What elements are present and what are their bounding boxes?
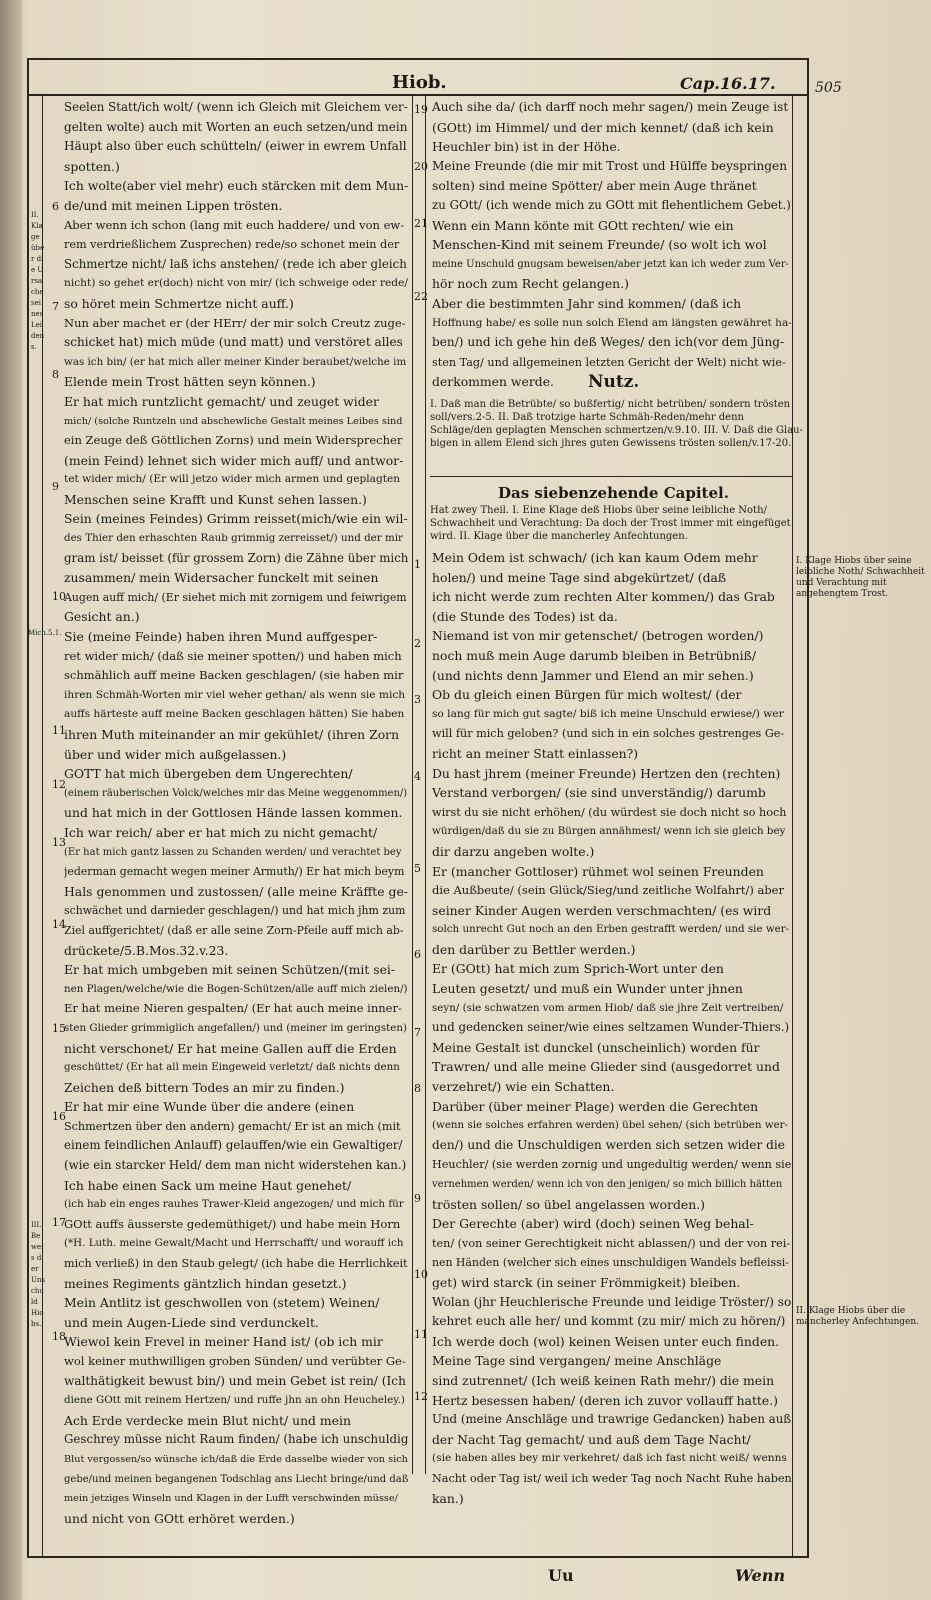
left-column-line: gelten wolte) auch mit Worten an euch setzen/und mein xyxy=(64,119,408,134)
left-column-line: Er hat mich umbgeben mit seinen Schützen/(mit sei- xyxy=(64,962,396,978)
verse-number: 16 xyxy=(52,1110,66,1123)
summary-line: Hat zwey Theil. I. Eine Klage deß Hiobs über seine leibliche Noth/ xyxy=(430,505,767,516)
left-column-line: Nun aber machet er (der HErr/ der mir solch Creutz zuge- xyxy=(64,315,406,330)
chapter17-line: Darüber (über meiner Plage) werden die Gerechten xyxy=(432,1098,759,1114)
chapter17-line: seyn/ (sie schwatzen vom armen Hiob/ daß sie jhre Zeit vertreiben/ xyxy=(432,1001,784,1014)
nutz-text xyxy=(430,398,803,450)
chapter17-line: Er (GOtt) hat mich zum Sprich-Wort unter den xyxy=(432,961,724,977)
chapter17-line: Meine Gestalt ist dunckel (unscheinlich) worden für xyxy=(432,1039,760,1055)
chapter17-line: Ob du gleich einen Bürgen für mich woltest/ (der xyxy=(432,687,742,703)
left-column-line: (mein Feind) lehnet sich wider mich auff/ und antwor- xyxy=(64,452,404,468)
left-column-line: und mein Augen-Liede sind verdunckelt. xyxy=(64,1314,319,1330)
verse-number: 8 xyxy=(52,368,59,381)
right-column-line: meine Unschuld gnugsam beweisen/aber jetzt kan ich weder zum Ver- xyxy=(432,258,789,270)
left-column-line: Wiewol kein Frevel in meiner Hand ist/ (ob ich mir xyxy=(64,1334,383,1350)
verse-number: 13 xyxy=(52,836,66,849)
margin-note-right-2: II. Klage Hiobs über die mancherley Anfechtungen. xyxy=(796,1306,920,1327)
left-column-line: was ich bin/ (er hat mich aller meiner Kinder beraubet/welche im xyxy=(64,355,407,368)
left-column-line: Er hat mich runtzlicht gemacht/ und zeuget wider xyxy=(64,393,379,409)
chapter17-line: vernehmen werden/ wenn ich von den jenigen/ so mich billich hätten xyxy=(432,1179,783,1190)
chapter17-line: Der Gerechte (aber) wird (doch) seinen Weg behal- xyxy=(432,1216,754,1232)
verse-number: 2 xyxy=(414,637,421,650)
left-column-line: Ich war reich/ aber er hat mich zu nicht gemacht/ xyxy=(64,824,378,840)
chapter17-line: Und (meine Anschläge und trawrige Gedancken) haben auß xyxy=(432,1412,792,1427)
verse-number: 21 xyxy=(414,217,428,230)
margin-note-left-3: III. Beweis der Unschuld Hiobs. xyxy=(31,1221,45,1328)
left-column-line: Sein (meines Feindes) Grimm reisset(mich/wie ein wil- xyxy=(64,511,408,527)
chapter-summary xyxy=(430,504,791,543)
right-column-line: Menschen-Kind mit seinem Freunde/ (so wolt ich wol xyxy=(432,237,767,253)
left-column-line: Menschen seine Krafft und Kunst sehen lassen.) xyxy=(64,491,367,507)
left-column-line: spotten.) xyxy=(64,158,120,174)
left-column-line: Aber wenn ich schon (lang mit euch haddere/ und von ew- xyxy=(64,217,405,232)
left-column-line: schicket hat) mich müde (und matt) und verstöret alles xyxy=(64,335,403,350)
left-column-line: Ich habe einen Sack um meine Haut genehet/ xyxy=(64,1177,352,1193)
right-column-line: Auch sihe da/ (ich darff noch mehr sagen/) mein Zeuge ist xyxy=(432,100,789,114)
verse-number: 3 xyxy=(414,693,421,706)
left-column-line: walthätigkeit bewust bin/) und mein Gebet ist rein/ (Ich xyxy=(64,1373,406,1388)
left-column-line: jederman gemacht wegen meiner Armuth/) Er hat mich beym xyxy=(64,865,405,879)
chapter17-line: nen Händen (welcher sich eines unschuldigen Wandels befleissi- xyxy=(432,1256,789,1270)
signature-mark: Uu xyxy=(548,1566,574,1585)
catchword: Wenn xyxy=(735,1566,786,1585)
chapter-title: Das siebenzehende Capitel. xyxy=(498,484,729,502)
left-column-line: nicht) so gehet er(doch) nicht von mir/ (ich schweige oder rede/ xyxy=(64,277,408,290)
left-column-line: über und wider mich außgelassen.) xyxy=(64,746,287,762)
margin-note-right-1: I. Klage Hiobs über seine leibliche Noth/ Schwachheit und Verachtung mit angehengtem Trost. xyxy=(796,556,925,599)
margin-note-left-2: Mich.5.1. xyxy=(28,629,62,637)
left-column-line: Schmertzen über den andern) gemacht/ Er ist an mich (mit xyxy=(64,1119,401,1133)
verse-number: 9 xyxy=(414,1192,421,1205)
left-column-line: des Thier den erhaschten Raub grimmig zerreisset/) und der mir xyxy=(64,532,403,545)
left-column-line: Ach Erde verdecke mein Blut nicht/ und mein xyxy=(64,1412,351,1428)
chapter17-line: Meine Tage sind vergangen/ meine Anschläge xyxy=(432,1353,722,1369)
chapter-reference: Cap.16.17. xyxy=(680,74,776,93)
chapter17-line: Heuchler/ (sie werden zornig und ungedultig werden/ wenn sie xyxy=(432,1158,792,1172)
chapter17-line: Er (mancher Gottloser) rühmet wol seinen Freunden xyxy=(432,863,764,879)
column-divider xyxy=(412,94,413,1474)
left-column-line: (*H. Luth. meine Gewalt/Macht und Herrschafft/ und worauff ich xyxy=(64,1237,404,1250)
left-column-line: sten Glieder grimmiglich angefallen/) und (meiner im geringsten) xyxy=(64,1021,407,1034)
right-column-line: zu GOtt/ (ich wende mich zu GOtt mit flehentlichem Gebet.) xyxy=(432,197,791,212)
chapter17-line: noch muß mein Auge darumb bleiben in Betrübniß/ xyxy=(432,647,757,663)
chapter17-line: Leuten gesetzt/ und muß ein Wunder unter jhnen xyxy=(432,981,743,997)
chapter17-line: (sie haben alles bey mir verkehret/ daß ich fast nicht weiß/ wenns xyxy=(432,1452,787,1465)
verse-number: 15 xyxy=(52,1022,66,1035)
margin-note-left-1: II. Klage über die Ursache seines Leidens. xyxy=(31,211,45,351)
verse-number: 8 xyxy=(414,1082,421,1095)
chapter17-line: dir darzu angeben wolte.) xyxy=(432,843,595,859)
verse-number: 7 xyxy=(52,300,59,313)
verse-number: 22 xyxy=(414,290,428,303)
left-column-line: mein jetziges Winseln und Klagen in der Lufft verschwinden müsse/ xyxy=(64,1493,398,1505)
left-column-line: drückete/5.B.Mos.32.v.23. xyxy=(64,942,229,958)
chapter17-line: Nacht oder Tag ist/ weil ich weder Tag noch Nacht Ruhe haben xyxy=(432,1471,792,1485)
left-column-line: Geschrey müsse nicht Raum finden/ (habe ich unschuldig xyxy=(64,1432,408,1447)
left-column-line: Seelen Statt/ich wolt/ (wenn ich Gleich mit Gleichem ver- xyxy=(64,100,408,114)
left-column-line: GOtt auffs äusserste gedemüthiget/) und habe mein Horn xyxy=(64,1216,401,1231)
chapter17-line: so lang für mich gut sagte/ biß ich meine Unschuld erwiese/) wer xyxy=(432,707,784,720)
left-column-line: nen Plagen/welche/wie die Bogen-Schützen/alle auff mich zielen/) xyxy=(64,982,408,995)
left-column-line: ihren Schmäh-Worten mir viel weher gethan/ als wenn sie mich xyxy=(64,688,406,701)
left-column-line: und nicht von GOtt erhöret werden.) xyxy=(64,1510,295,1526)
verse-number: 6 xyxy=(52,200,59,213)
chapter17-line: ich nicht werde zum rechten Alter kommen/) das Grab xyxy=(432,589,775,605)
chapter17-line: seiner Kinder Augen werden verschmachten/ (es wird xyxy=(432,902,772,918)
chapter17-line: Mein Odem ist schwach/ (ich kan kaum Odem mehr xyxy=(432,550,758,565)
left-column-line: und hat mich in der Gottlosen Hände lassen kommen. xyxy=(64,805,403,821)
left-column-line: (einem räuberischen Volck/welches mir das Meine weggenommen/) xyxy=(64,787,408,799)
left-column-line: Ziel auffgerichtet/ (daß er alle seine Zorn-Pfeile auff mich ab- xyxy=(64,923,404,937)
left-column-line: rem verdrießlichem Zusprechen) rede/so schonet mein der xyxy=(64,238,400,252)
left-column-line: Er hat mir eine Wunde über die andere (einen xyxy=(64,1099,355,1115)
nutz-line: Schläge/den geplagten Menschen schmertzen/v.9.10. III. V. Daß die Glau- xyxy=(430,425,803,436)
chapter17-line: get) wird starck (in seiner Frömmigkeit) bleiben. xyxy=(432,1274,741,1290)
left-column-line: mich/ (solche Runtzeln und abschewliche Gestalt meines Leibes sind xyxy=(64,415,403,427)
chapter17-line: Ich werde doch (wol) keinen Weisen unter euch finden. xyxy=(432,1333,780,1349)
chapter17-line: (wenn sie solches erfahren werden) übel sehen/ (sich betrüben wer- xyxy=(432,1119,789,1132)
chapter17-line: solch unrecht Gut noch an den Erben gestrafft werden/ und sie wer- xyxy=(432,923,790,936)
left-column-line: diene GOtt mit reinem Hertzen/ und ruffe jhn an ohn Heucheley.) xyxy=(64,1394,405,1407)
verse-number: 17 xyxy=(52,1216,66,1229)
left-column-line: auffs härteste auff meine Backen geschlagen hätten) Sie haben xyxy=(64,708,405,721)
chapter17-line: und gedencken seiner/wie eines seltzamen Wunder-Thiers.) xyxy=(432,1020,790,1035)
chapter17-line: will für mich geloben? (und sich in ein solches gestrenges Ge- xyxy=(432,727,785,741)
verse-number: 6 xyxy=(414,948,421,961)
nutz-line: bigen in allem Elend sich jhres guten Gewissens trösten sollen/v.17-20. xyxy=(430,438,792,449)
page-number: 505 xyxy=(815,80,842,96)
right-margin-rule xyxy=(792,94,793,1558)
verse-number: 9 xyxy=(52,480,59,493)
chapter17-line: (die Stunde des Todes) ist da. xyxy=(432,608,618,624)
left-column-line: Zeichen deß bittern Todes an mir zu finden.) xyxy=(64,1079,345,1095)
chapter17-line: den/) und die Unschuldigen werden sich setzen wider die xyxy=(432,1137,785,1152)
verse-number: 11 xyxy=(52,724,66,737)
chapter17-line: richt an meiner Statt einlassen?) xyxy=(432,745,639,761)
chapter17-line: der Nacht Tag gemacht/ und auß dem Tage Nacht/ xyxy=(432,1431,751,1447)
chapter17-line: die Außbeute/ (sein Glück/Sieg/und zeitliche Wolfahrt/) aber xyxy=(432,883,784,898)
left-column-line: Sie (meine Feinde) haben ihren Mund auffgesper- xyxy=(64,629,378,645)
chapter17-line: Niemand ist von mir getenschet/ (betrogen worden/) xyxy=(432,628,764,644)
chapter17-line: wirst du sie nicht erhöhen/ (du würdest sie doch nicht so hoch xyxy=(432,805,787,819)
right-column-line: derkommen werde. xyxy=(432,374,554,390)
right-column-line: (GOtt) im Himmel/ und der mich kennet/ (daß ich kein xyxy=(432,119,774,135)
right-column-line: Hoffnung habe/ es solle nun solch Elend am längsten gewähret ha- xyxy=(432,316,792,329)
verse-number: 7 xyxy=(414,1026,421,1039)
right-column-line: Meine Freunde (die mir mit Trost und Hülffe beyspringen xyxy=(432,158,787,173)
chapter17-line: kehret euch alle her/ und kommt (zu mir/ mich zu hören/) xyxy=(432,1314,786,1329)
chapter17-line: (und nichts denn Jammer und Elend an mir sehen.) xyxy=(432,667,754,683)
left-column-text xyxy=(64,98,408,1528)
left-column-line: Häupt also über euch schütteln/ (eiwer in ewrem Unfall xyxy=(64,139,407,154)
verse-number: 1 xyxy=(414,558,421,571)
section-rule xyxy=(430,476,792,477)
left-column-line: Blut vergossen/so wünsche ich/daß die Erde dasselbe wieder von sich xyxy=(64,1453,408,1465)
right-column-text-ch17 xyxy=(432,548,792,1508)
summary-line: wird. II. Klage über die mancherley Anfechtungen. xyxy=(430,531,688,542)
verse-number: 12 xyxy=(414,1390,428,1403)
chapter17-line: ten/ (von seiner Gerechtigkeit nicht ablassen/) und der von rei- xyxy=(432,1236,791,1250)
left-column-line: (wie ein starcker Held/ dem man nicht widerstehen kan.) xyxy=(64,1158,407,1173)
left-column-line: Mein Antlitz ist geschwollen von (stetem) Weinen/ xyxy=(64,1295,380,1311)
header-rule xyxy=(27,94,809,96)
left-column-line: gebe/und meinen begangenen Todschlag ans Liecht bringe/und daß xyxy=(64,1473,408,1485)
chapter17-line: Wolan (jhr Heuchlerische Freunde und leidige Tröster/) so xyxy=(432,1294,792,1309)
chapter17-line: Du hast jhrem (meiner Freunde) Hertzen den (rechten) xyxy=(432,765,781,781)
left-column-line: Elende mein Trost hätten seyn können.) xyxy=(64,374,316,390)
right-column-line: Aber die bestimmten Jahr sind kommen/ (daß ich xyxy=(432,295,742,311)
right-column-line: Heuchler bin) ist in der Höhe. xyxy=(432,139,621,155)
verse-number: 19 xyxy=(414,103,428,116)
left-column-line: ret wider mich/ (daß sie meiner spotten/) und haben mich xyxy=(64,648,402,663)
chapter17-line: sind zutrennet/ (Ich weiß keinen Rath mehr/) die mein xyxy=(432,1372,775,1388)
book-spine xyxy=(0,0,22,1600)
right-column-line: solten) sind meine Spötter/ aber mein Auge thränet xyxy=(432,178,757,194)
left-column-line: (ich hab ein enges rauhes Trawer-Kleid angezogen/ und mich für xyxy=(64,1198,404,1211)
verse-number: 12 xyxy=(52,778,66,791)
left-column-line: nicht verschonet/ Er hat meine Gallen auff die Erden xyxy=(64,1040,397,1056)
verse-number: 11 xyxy=(414,1328,428,1341)
left-column-line: tet wider mich/ (Er will jetzo wider mich armen und geplagten xyxy=(64,473,401,486)
running-title: Hiob. xyxy=(392,72,447,93)
left-column-line: Schmertze nicht/ laß ichs anstehen/ (rede ich aber gleich xyxy=(64,256,407,271)
right-column-text-ch16 xyxy=(432,98,792,392)
left-column-line: Er hat meine Nieren gespalten/ (Er hat auch meine inner- xyxy=(64,1001,402,1016)
right-column-line: Wenn ein Mann könte mit GOtt rechten/ wie ein xyxy=(432,217,734,233)
right-column-line: ben/) und ich gehe hin deß Weges/ den ich(vor dem Jüng- xyxy=(432,335,785,350)
nutz-line: I. Daß man die Betrübte/ so bußfertig/ nicht betrüben/ sondern trösten xyxy=(430,399,791,410)
left-column-line: schwächet und darnieder geschlagen/) und hat mich jhm zum xyxy=(64,904,406,918)
left-column-line: GOTT hat mich übergeben dem Ungerechten/ xyxy=(64,766,353,782)
verse-number: 10 xyxy=(414,1268,428,1281)
right-column-line: sten Tag/ und allgemeinen letzten Gericht der Welt) nicht wie- xyxy=(432,355,786,369)
right-column-line: hör noch zum Recht gelangen.) xyxy=(432,276,629,292)
left-column-line: meines Regiments gäntzlich hindan gesetzt.) xyxy=(64,1275,347,1291)
nutz-line: soll/vers.2-5. II. Daß trotzige harte Schmäh-Reden/mehr denn xyxy=(430,412,744,423)
left-column-line: wol keiner muthwilligen groben Sünden/ und verübter Ge- xyxy=(64,1354,406,1368)
left-column-line: Ich wolte(aber viel mehr) euch stärcken mit dem Mun- xyxy=(64,178,408,194)
left-column-line: de/und mit meinen Lippen trösten. xyxy=(64,197,283,213)
chapter17-line: Verstand verborgen/ (sie sind unverständig/) darumb xyxy=(432,785,766,801)
left-column-line: gram ist/ beisset (für grossem Zorn) die Zähne über mich xyxy=(64,550,408,565)
verse-number: 20 xyxy=(414,160,428,173)
summary-line: Schwachheit und Verachtung: Da doch der Trost immer mit eingefüget xyxy=(430,518,791,529)
left-column-line: geschüttet/ (Er hat all mein Eingeweid verletzt/ daß nichts denn xyxy=(64,1061,400,1074)
chapter17-line: würdigen/daß du sie zu Bürgen annähmest/ wenn ich sie gleich bey xyxy=(432,825,786,838)
chapter17-line: kan.) xyxy=(432,1490,464,1506)
left-column-line: einem feindlichen Anlauff) gelauffen/wie ein Gewaltiger/ xyxy=(64,1138,403,1153)
left-column-line: Gesicht an.) xyxy=(64,609,140,625)
left-column-line: Augen auff mich/ (Er siehet mich mit zornigem und feiwrigem xyxy=(64,590,407,604)
verse-number: 18 xyxy=(52,1330,66,1343)
chapter17-line: holen/) und meine Tage sind abgekürtzet/ (daß xyxy=(432,569,727,585)
left-column-line: mich verließ) in den Staub gelegt/ (ich habe die Herrlichkeit xyxy=(64,1257,408,1271)
left-column-line: (Er hat mich gantz lassen zu Schanden werden/ und verachtet bey xyxy=(64,846,402,858)
verse-number: 10 xyxy=(52,590,66,603)
verse-number: 4 xyxy=(414,770,421,783)
left-column-line: ihren Muth miteinander an mir gekühlet/ (ihren Zorn xyxy=(64,727,400,742)
verse-number: 5 xyxy=(414,862,421,875)
left-column-line: Hals genommen und zustossen/ (alle meine Kräffte ge- xyxy=(64,883,408,899)
left-column-line: zusammen/ mein Widersacher funckelt mit seinen xyxy=(64,570,379,586)
verse-number: 14 xyxy=(52,918,66,931)
chapter17-line: verzehret/) wie ein Schatten. xyxy=(432,1079,615,1095)
chapter17-line: Hertz besessen haben/ (deren ich zuvor vollauff hatte.) xyxy=(432,1392,779,1408)
left-column-line: ein Zeuge deß Göttlichen Zorns) und mein Widersprecher xyxy=(64,433,403,448)
chapter17-line: trösten sollen/ so übel angelassen worden.) xyxy=(432,1196,705,1212)
chapter17-line: Trawren/ und alle meine Glieder sind (ausgedorret und xyxy=(432,1059,780,1075)
left-column-line: so höret mein Schmertze nicht auff.) xyxy=(64,295,294,311)
nutz-heading: Nutz. xyxy=(588,372,640,392)
chapter17-line: den darüber zu Bettler werden.) xyxy=(432,941,636,957)
left-column-line: schmählich auff meine Backen geschlagen/ (sie haben mir xyxy=(64,668,404,683)
